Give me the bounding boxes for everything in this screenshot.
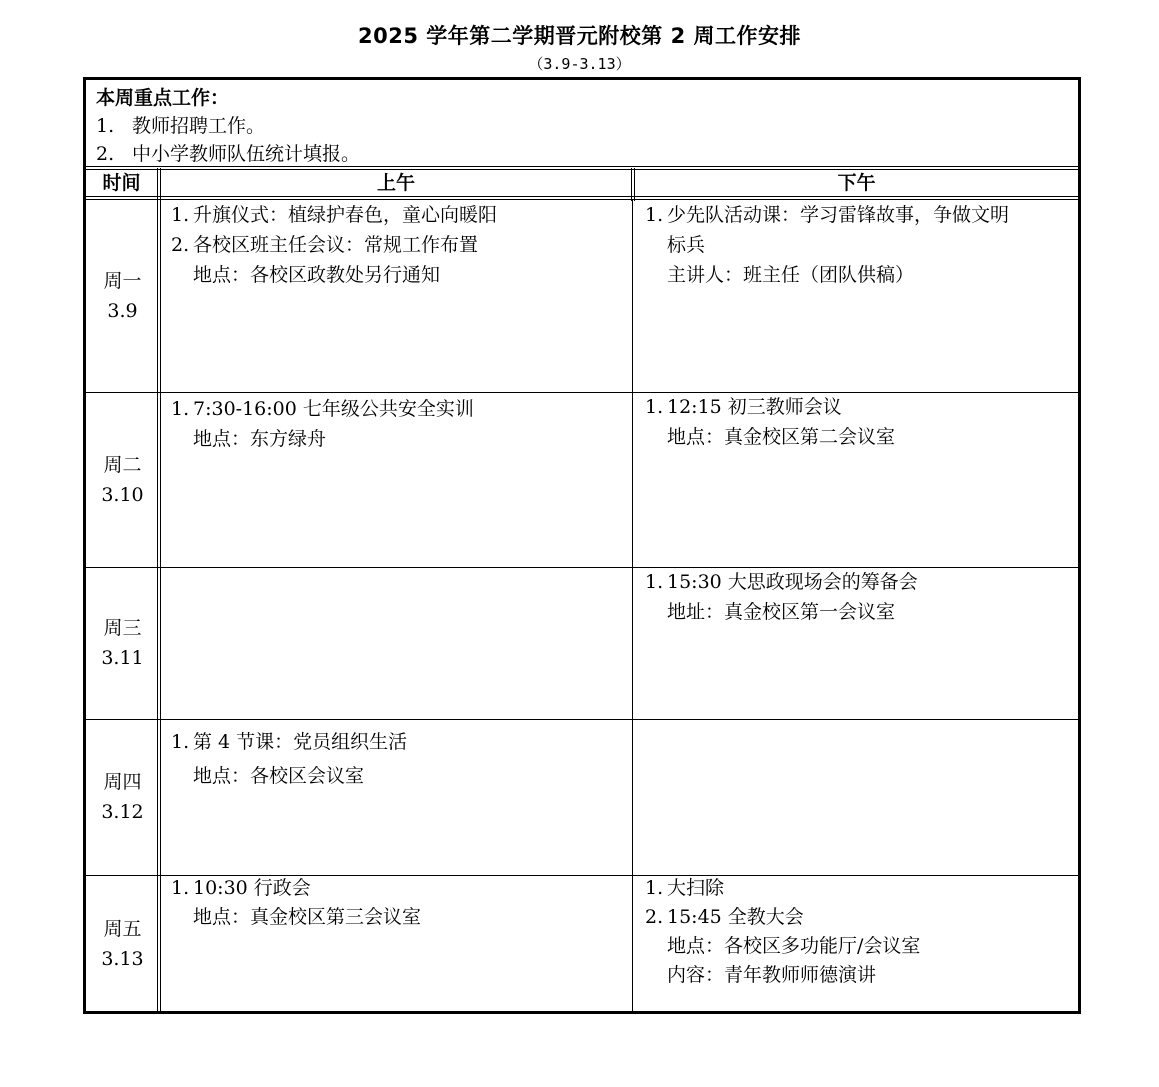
day-label-wed: 周三 3.11 bbox=[101, 617, 144, 669]
column-header-time: 时间 bbox=[102, 172, 141, 194]
list-item: 1. 7:30-16:00 七年级公共安全实训 bbox=[171, 398, 474, 420]
cell-thu-afternoon bbox=[635, 720, 1078, 874]
list-item: 2. 15:45 全教大会 bbox=[645, 906, 804, 928]
day-label-mon: 周一 3.9 bbox=[103, 270, 142, 322]
cell-fri-afternoon bbox=[635, 874, 1078, 990]
list-item: 地点：各校区会议室 bbox=[193, 765, 365, 787]
divider bbox=[632, 199, 633, 1014]
list-item: 1. 升旗仪式：植绿护春色，童心向暖阳 bbox=[171, 204, 498, 226]
column-header-morning: 上午 bbox=[376, 172, 415, 194]
date-range: （3.9-3.13） bbox=[528, 55, 631, 73]
cell-fri-morning bbox=[161, 874, 631, 932]
day-label-thu: 周四 3.12 bbox=[101, 771, 144, 823]
list-item: 地点：真金校区第三会议室 bbox=[193, 906, 422, 928]
cell-mon-morning bbox=[161, 200, 631, 290]
cell-wed-afternoon bbox=[635, 567, 1078, 627]
cell-tue-morning bbox=[161, 394, 631, 454]
divider bbox=[631, 168, 632, 201]
day-label-fri: 周五 3.13 bbox=[101, 918, 144, 970]
page-title: 2025 学年第二学期晋元附校第 2 周工作安排 bbox=[358, 24, 801, 48]
list-item: 地址：真金校区第一会议室 bbox=[667, 601, 896, 623]
list-item: 1. 12:15 初三教师会议 bbox=[645, 396, 842, 418]
list-item: 1. 15:30 大思政现场会的筹备会 bbox=[645, 571, 918, 593]
divider bbox=[86, 166, 1078, 167]
list-item: 内容：青年教师师德演讲 bbox=[667, 964, 877, 986]
cell-thu-morning bbox=[161, 725, 631, 793]
list-item: 2. 各校区班主任会议：常规工作布置 bbox=[171, 234, 479, 256]
list-item: 1. 10:30 行政会 bbox=[171, 877, 311, 899]
list-item: 1. 第 4 节课：党员组织生活 bbox=[171, 731, 408, 753]
cell-tue-afternoon bbox=[635, 392, 1078, 452]
cell-wed-morning bbox=[161, 568, 631, 718]
list-item: 地点：各校区政教处另行通知 bbox=[193, 264, 441, 286]
day-label-tue: 周二 3.10 bbox=[101, 454, 144, 506]
focus-item: 2. 中小学教师队伍统计填报。 bbox=[96, 143, 361, 165]
list-item: 地点：各校区多功能厅/会议室 bbox=[667, 935, 921, 957]
list-item: 标兵 bbox=[667, 234, 706, 256]
list-item: 1. 少先队活动课：学习雷锋故事，争做文明 bbox=[645, 204, 1010, 226]
column-header-afternoon: 下午 bbox=[837, 172, 876, 194]
list-item: 地点：东方绿舟 bbox=[193, 428, 327, 450]
focus-item: 1. 教师招聘工作。 bbox=[96, 115, 266, 137]
cell-mon-afternoon bbox=[635, 200, 1078, 290]
weekly-focus bbox=[86, 80, 1078, 166]
list-item: 地点：真金校区第二会议室 bbox=[667, 426, 896, 448]
list-item: 1. 大扫除 bbox=[645, 877, 725, 899]
divider bbox=[86, 196, 1078, 197]
focus-heading: 本周重点工作： bbox=[96, 87, 230, 109]
list-item: 主讲人：班主任（团队供稿） bbox=[667, 264, 915, 286]
